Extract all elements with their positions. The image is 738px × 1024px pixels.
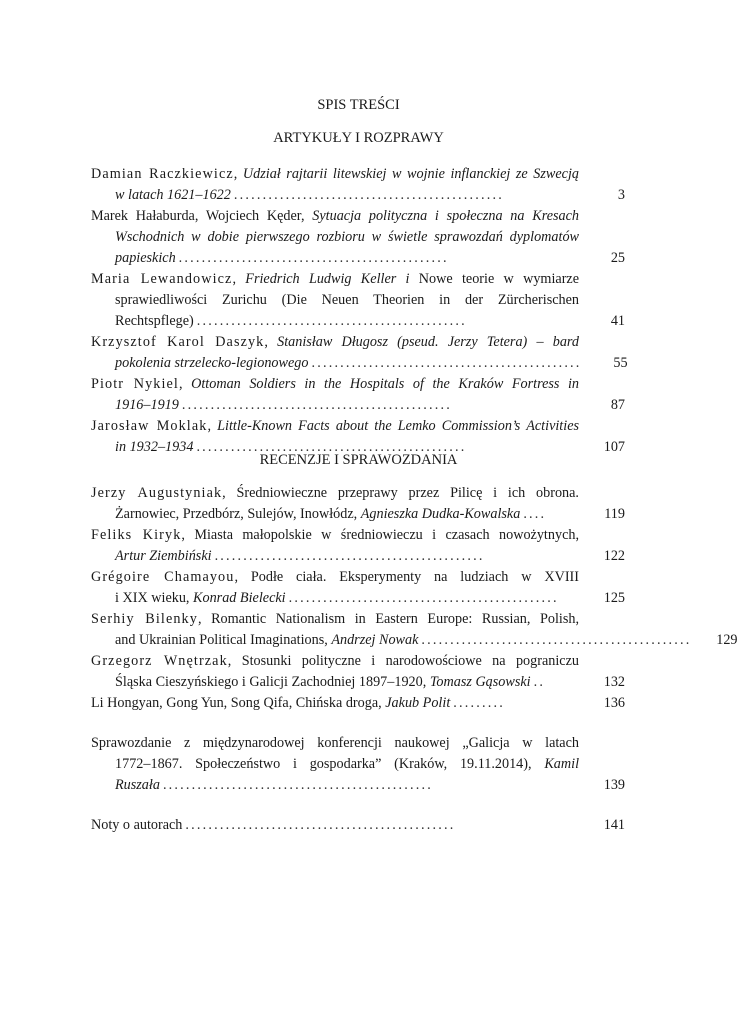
toc-entry: Grzegorz Wnętrzak, Stosunki polityczne i narodowościowe na pograniczu Śląska Cieszyńskiego i Galicji Zachodniej 1897–1920, Tomasz Gąsowski .. 132 [91,651,625,693]
entry-title: Little-Known Facts about the Lemko Commission’s Activities [217,418,580,434]
page-number: 136 [603,695,625,711]
toc-entry: Marek Hałaburda, Wojciech Kęder, Sytuacja polityczna i społeczna na Kresach Wschodnich w dobie pierwszego rozbioru w świetle sprawozdań dyplomatów papieskich ............................................... 25 [91,206,625,269]
reviews-list [91,483,738,836]
entry-title-cont: Żarnowiec, Przedbórz, Sulejów, Inowłódz, [115,506,358,522]
entry-title: Romantic Nationalism in Eastern Europe: Russian, Polish, [211,611,579,627]
entry-title: Podłe ciała. Eksperymenty na ludziach w XVIII [250,569,580,585]
leader-dots: ............................................... [311,355,582,371]
entry-title-cont: 1916–1919 [115,397,179,413]
entry-title-cont: i XIX wieku, [115,590,190,606]
page-number: 55 [613,355,628,371]
entry-author: Serhiy Bilenky [91,611,198,627]
entry-title: Gong Yun, Song Qifa, Chińska droga, [166,695,382,711]
entry-title: Ottoman Soldiers in the Hospitals of the Kraków Fortress in [191,376,580,392]
entry-title-cont: Rechtspflege) [115,313,194,329]
notes-label: Noty o autorach [91,817,183,833]
leader-dots: ............................................... [288,590,559,606]
entry-reviewer: Tomasz Gąsowski [429,674,531,690]
leader-dots: ............................................... [162,777,434,793]
entry-reviewer: Andrzej Nowak [331,632,419,648]
entry-title-cont: pokolenia strzelecko-legionowego [115,355,309,371]
entry-reviewer: Artur Ziembiński [115,548,212,564]
toc-entry-notes [91,815,625,836]
leader-dots: ............................................... [233,187,504,203]
page-number: 125 [603,590,625,606]
entry-title: Średniowieczne przeprawy przez Pilicę i ich obrona. [236,485,579,501]
report-title: Sprawozdanie z międzynarodowej konferencji naukowej „Galicja w latach [91,735,579,751]
entry-title: Udział rajtarii litewskiej w wojnie inflanckiej ze Szwecją [242,166,580,182]
section-title-articles: ARTYKUŁY I ROZPRAWY [273,130,444,146]
entry-author: Marek Hałaburda [91,208,195,224]
entry-title: Friedrich Ludwig Keller i [245,271,410,287]
articles-list [91,164,628,458]
entry-title: Sytuacja polityczna i społeczna na Kresach [312,208,580,224]
entry-title-cont: Wschodnich w dobie pierwszego rozbioru w świetle sprawozdań dyplomatów [115,229,579,245]
leader-dots: ............................................... [421,632,692,648]
page-number: 25 [610,250,625,266]
entry-author: Grzegorz Wnętrzak [91,653,228,669]
toc-entry: Feliks Kiryk, Miasta małopolskie w średniowieczu i czasach nowożytnych, Artur Ziembiński ............................................... 122 [91,525,625,567]
entry-title: Miasta małopolskie w średniowieczu i czasach nowożytnych, [194,527,580,543]
section-title-reviews: RECENZJE I SPRAWOZDANIA [259,452,458,468]
entry-author: Damian Raczkiewicz [91,166,234,182]
page-number: 107 [603,439,625,455]
toc-entry: Jerzy Augustyniak, Średniowieczne przeprawy przez Pilicę i ich obrona. Żarnowiec, Przedbórz, Sulejów, Inowłódz, Agnieszka Dudka-Kowalska .... 119 [91,483,625,525]
entry-title-cont: papieskich [115,250,176,266]
toc-title: SPIS TREŚCI [317,97,400,113]
report-author-cont: Ruszała [115,777,160,793]
toc-entry: Damian Raczkiewicz, Udział rajtarii litewskiej w wojnie inflanckiej ze Szwecją w latach 1621–1622 ............................................... 3 [91,164,625,206]
entry-reviewer: Konrad Bielecki [193,590,286,606]
entry-title-cont: and Ukrainian Political Imaginations, [115,632,328,648]
entry-reviewer: Jakub Polit [385,695,451,711]
entry-author: Piotr Nykiel [91,376,179,392]
leader-dots: ............................................... [196,439,467,455]
toc-entry: Li Hongyan, Gong Yun, Song Qifa, Chińska droga, Jakub Polit ......... 136 [91,693,625,714]
page-number: 139 [603,777,625,793]
toc-entry: Jarosław Moklak, Little-Known Facts about the Lemko Commission’s Activities in 1932–1934 ............................................... 107 [91,416,625,458]
report-title-cont: 1772–1867. Społeczeństwo i gospodarka” (Kraków, 19.11.2014), [115,756,532,772]
leader-dots: .... [523,506,547,522]
leader-dots: ............................................... [196,313,467,329]
page-number: 122 [603,548,625,564]
entry-author: Jarosław Moklak [91,418,208,434]
entry-author: Krzysztof Karol Daszyk [91,334,265,350]
leader-dots: ............................................... [181,397,452,413]
entry-author: Grégoire Chamayou [91,569,235,585]
toc-entry: Krzysztof Karol Daszyk, Stanisław Długosz (pseud. Jerzy Tetera) – bard pokolenia strzelecko-legionowego ............................................... 55 [91,332,625,374]
page-number: 3 [617,187,625,203]
page-number: 119 [604,506,625,522]
toc-entry: Piotr Nykiel, Ottoman Soldiers in the Hospitals of the Kraków Fortress in 1916–1919 ............................................... 87 [91,374,625,416]
toc-entry: Maria Lewandowicz, Friedrich Ludwig Keller i Nowe teorie w wymiarze sprawiedliwości Zurichu (Die Neuen Theorien in der Zürcherischen Rechtspflege) ............................................... 41 [91,269,625,332]
entry-reviewer: Agnieszka Dudka-Kowalska [360,506,521,522]
toc-entry-report [91,733,625,796]
entry-title: Stosunki polityczne i narodowościowe na pograniczu [241,653,579,669]
page-number: 129 [716,632,738,648]
leader-dots: .. [533,674,546,690]
page-number: 41 [610,313,625,329]
page-number: 132 [603,674,625,690]
entry-author: Li Hongyan [91,695,160,711]
entry-title: Stanisław Długosz (pseud. Jerzy Tetera) – bard [277,334,579,350]
entry-coauthor: Wojciech Kęder [205,208,301,224]
report-author: Kamil [544,756,580,772]
leader-dots: ......... [453,695,505,711]
entry-title-cont: Śląska Cieszyńskiego i Galicji Zachodniej 1897–1920, [115,674,427,690]
page-number: 141 [603,817,625,833]
page-number: 87 [610,397,625,413]
leader-dots: ............................................... [214,548,485,564]
entry-title-cont: w latach 1621–1622 [115,187,231,203]
entry-title-cont: sprawiedliwości Zurichu (Die Neuen Theorien in der Zürcherischen [115,292,579,308]
leader-dots: ............................................... [185,817,456,833]
toc-entry: Grégoire Chamayou, Podłe ciała. Eksperymenty na ludziach w XVIII i XIX wieku, Konrad Bielecki ............................................... 125 [91,567,625,609]
entry-author: Feliks Kiryk [91,527,182,543]
toc-entry: Serhiy Bilenky, Romantic Nationalism in Eastern Europe: Russian, Polish, and Ukrainian Political Imaginations, Andrzej Nowak ............................................... 129 [91,609,625,651]
entry-title-cont: in 1932–1934 [115,439,194,455]
entry-author: Jerzy Augustyniak [91,485,223,501]
entry-title-rest: Nowe teorie w wymiarze [418,271,580,287]
leader-dots: ............................................... [178,250,449,266]
entry-author: Maria Lewandowicz [91,271,233,287]
